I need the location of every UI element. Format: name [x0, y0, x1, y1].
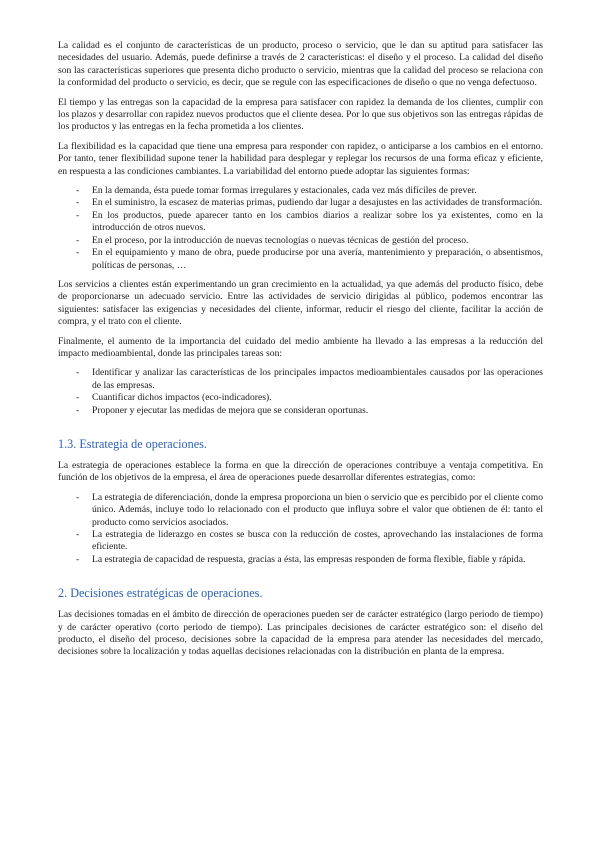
list-item: - En los productos, puede aparecer tanto en los cambios diarios a realizar sobre los ya existentes, como en la introducción de otros nuevos.	[58, 210, 543, 235]
list-item: - La estrategia de diferenciación, donde la empresa proporciona un bien o servicio que es percibido por el cliente como único. Además, incluye todo lo relacionado con el producto que influya sobre el valor que obtienen de él: tanto el producto como servicios asociados.	[58, 492, 543, 529]
paragraph-strategy: La estrategia de operaciones establece la forma en que la dirección de operaciones contribuye a ventaja competitiva. En función de los objetivos de la empresa, el área de operaciones puede desarrollar diferentes estrategias, como:	[58, 459, 543, 484]
document-page	[58, 40, 543, 666]
list-item: - Cuantificar dichos impactos (eco-indicadores).	[58, 392, 543, 404]
list-item: - Identificar y analizar las características de los principales impactos medioambientales causados por las operaciones de las empresas.	[58, 367, 543, 392]
flexibility-list	[58, 185, 543, 272]
paragraph-services: Los servicios a clientes están experimentando un gran crecimiento en la actualidad, ya que además del producto físico, debe de proporcionarse un adecuado servicio. Entre las actividades de servicio dirigidas al público, podemos encontrar las siguientes: satisfacer las exigencias y necesidades del cliente, informar, reducir el riesgo del cliente, facilitar la acción de compra, y el trato con el cliente.	[58, 278, 543, 328]
heading-decisions: 2. Decisiones estratégicas de operaciones.	[58, 586, 263, 601]
paragraph-quality: La calidad es el conjunto de características de un producto, proceso o servicio, que le dan su aptitud para satisfacer las necesidades del usuario. Además, puede definirse a través de 2 características: el diseño y el proceso. La calidad del diseño son las características superiores que presenta dicho producto o servicio, mientras que la calidad del proceso se relaciona con la conformidad del producto o servicio, es decir, que se regule con las especificaciones de diseño o que no venga defectuoso.	[58, 40, 543, 89]
paragraph-environment: Finalmente, el aumento de la importancia del cuidado del medio ambiente ha llevado a las empresas a la reducción del impacto medioambiental, donde las principales tareas son:	[58, 335, 543, 359]
list-item: - Proponer y ejecutar las medidas de mejora que se consideran oportunas.	[58, 405, 543, 417]
environment-list	[58, 367, 543, 417]
list-item: - En el proceso, por la introducción de nuevas tecnologías o nuevas técnicas de gestión del proceso.	[58, 235, 543, 247]
strategy-list	[58, 492, 543, 566]
paragraph-time-delivery: El tiempo y las entregas son la capacidad de la empresa para satisfacer con rapidez la demanda de los clientes, cumplir con los plazos y desarrollar con rapidez nuevos productos que el cliente desea. Por lo que sus objetivos son las entregas rápidas de los productos y las entregas en la fecha prometida a los clientes.	[58, 96, 543, 133]
list-item: - En la demanda, ésta puede tomar formas irregulares y estacionales, cada vez más difíciles de prever.	[58, 185, 543, 197]
list-item: - En el equipamiento y mano de obra, puede producirse por una avería, mantenimiento y preparación, o absentismos, políticas de personas, …	[58, 247, 543, 272]
list-item: - La estrategia de capacidad de respuesta, gracias a ésta, las empresas responden de forma flexible, fiable y rápida.	[58, 554, 543, 566]
heading-strategy: 1.3. Estrategia de operaciones.	[58, 436, 207, 451]
paragraph-flexibility: La flexibilidad es la capacidad que tiene una empresa para responder con rapidez, o anticiparse a los cambios en el entorno. Por tanto, tener flexibilidad supone tener la habilidad para desplegar y replegar los recursos de una forma eficaz y eficiente, en respuesta a las condiciones cambiantes. La variabilidad del entorno puede adoptar las siguientes formas:	[58, 140, 543, 177]
paragraph-decisions: Las decisiones tomadas en el ámbito de dirección de operaciones pueden ser de carácter estratégico (largo periodo de tiempo) y de carácter operativo (corto periodo de tiempo). Las principales decisiones de carácter estratégico son: el diseño del producto, el diseño del proceso, decisiones sobre la capacidad de la empresa para atender las necesidades del mercado, decisiones sobre la localización y todas aquellas decisiones relacionadas con la distribución en planta de la empresa.	[58, 609, 543, 658]
list-item: - En el suministro, la escasez de materias primas, pudiendo dar lugar a desajustes en las actividades de transformación.	[58, 197, 543, 209]
list-item: - La estrategia de liderazgo en costes se busca con la reducción de costes, aprovechando las instalaciones de forma eficiente.	[58, 529, 543, 554]
